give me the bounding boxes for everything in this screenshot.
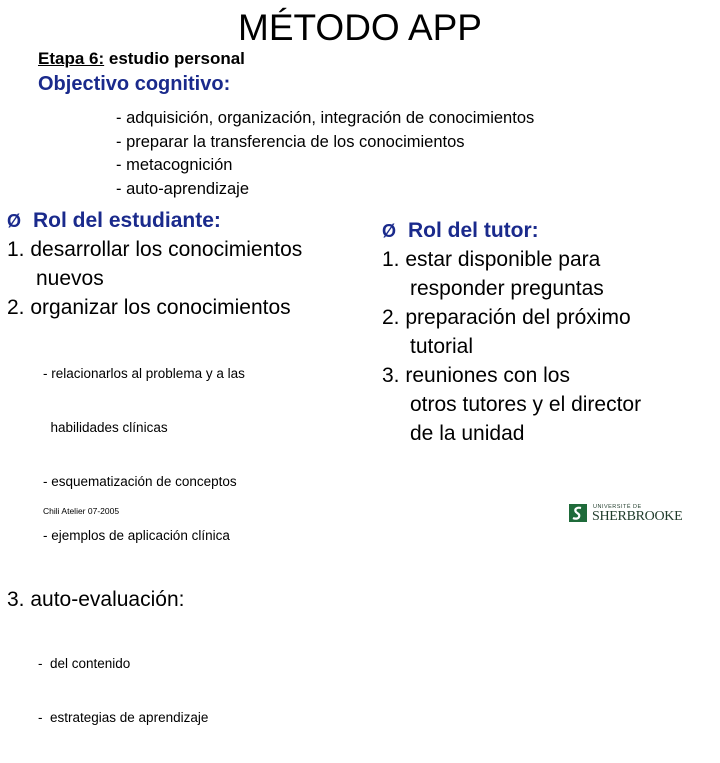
tutor-item-3-line3: de la unidad	[410, 422, 525, 445]
tutor-item-3-line1: 3. reuniones con los	[382, 364, 570, 387]
logo-line2: SHERBROOKE	[592, 509, 683, 524]
tutor-role-heading	[382, 217, 641, 245]
stage-heading	[38, 49, 245, 69]
tutor-item-3-line2: otros tutores y el director	[410, 393, 642, 416]
footer-credit: Chili Atelier 07-2005	[43, 506, 120, 516]
student-item-2-sublist	[43, 329, 302, 581]
tutor-item-1-line1: 1. estar disponible para	[382, 248, 601, 271]
student-item-1	[7, 235, 302, 293]
student-role-heading	[7, 207, 302, 235]
sub-item: - esquematización de conceptos	[43, 474, 237, 489]
logo-line1: UNIVERSITÉ DE	[593, 504, 642, 510]
sub-item: - del contenido	[38, 656, 131, 671]
student-item-1-line1: 1. desarrollar los conocimientos	[7, 238, 303, 261]
tutor-item-1-line2: responder preguntas	[410, 277, 604, 300]
stage-text: estudio personal	[104, 49, 245, 68]
student-item-3-line1: 3. auto-evaluación:	[7, 588, 185, 611]
sub-item: - ejemplos de aplicación clínica	[43, 528, 230, 543]
tutor-item-2-line1: 2. preparación del próximo	[382, 306, 631, 329]
objective-heading: Objectivo cognitivo:	[38, 73, 231, 95]
stage-label: Etapa 6:	[38, 49, 105, 68]
objective-item: - preparar la transferencia de los conocimientos	[116, 132, 465, 151]
objective-item: - auto-aprendizaje	[116, 179, 249, 198]
tutor-role-section	[382, 217, 641, 448]
tutor-item-2	[382, 303, 641, 361]
objective-item: - adquisición, organización, integración de conocimientos	[116, 109, 535, 127]
student-item-1-line2: nuevos	[36, 267, 104, 290]
arrow-bullet-icon: Ø	[382, 221, 397, 241]
tutor-item-1	[382, 245, 641, 303]
university-logo	[568, 500, 700, 526]
student-role-title: Rol del estudiante:	[33, 209, 221, 232]
objective-list	[116, 107, 534, 201]
page-title: MÉTODO APP	[238, 7, 482, 48]
tutor-item-3	[382, 361, 641, 448]
student-item-3-sublist	[38, 619, 302, 763]
tutor-role-title: Rol del tutor:	[408, 219, 539, 242]
student-role-section	[7, 207, 302, 763]
sub-item: - relacionarlos al problema y a las	[43, 366, 245, 381]
arrow-bullet-icon: Ø	[7, 211, 22, 231]
tutor-item-2-line2: tutorial	[410, 335, 474, 358]
student-item-2	[7, 293, 302, 322]
objective-item: - metacognición	[116, 156, 233, 174]
sub-item: - estrategias de aprendizaje	[38, 710, 209, 725]
student-item-2-line1: 2. organizar los conocimientos	[7, 296, 291, 319]
sub-item: habilidades clínicas	[43, 420, 168, 435]
student-item-3	[7, 585, 302, 614]
